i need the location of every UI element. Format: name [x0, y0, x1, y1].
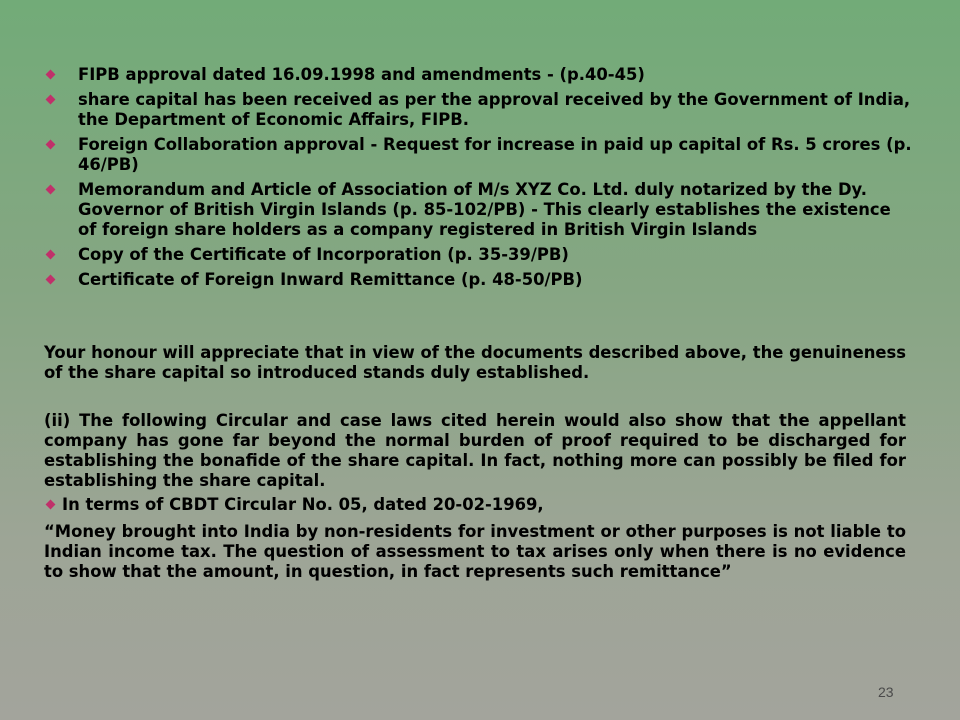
- list-item-text: FIPB approval dated 16.09.1998 and amendments - (p.40-45): [78, 65, 645, 84]
- circular-bullet-item: [44, 495, 906, 515]
- list-item-text: Certificate of Foreign Inward Remittance (p. 48-50/PB): [78, 270, 583, 289]
- diamond-bullet-icon: [46, 70, 56, 80]
- list-item-text: Copy of the Certificate of Incorporation (p. 35-39/PB): [78, 245, 569, 264]
- list-item: [44, 245, 914, 265]
- list-item-text: Memorandum and Article of Association of M/s XYZ Co. Ltd. duly notarized by the Dy. Governor of British Virgin Islands (p. 85-102/PB) - This clearly establishes the existence of foreign share holders as a company registered in British Virgin Islands: [78, 180, 891, 239]
- diamond-bullet-icon: [46, 500, 56, 510]
- circular-intro-paragraph: (ii) The following Circular and case laws cited herein would also show that the appellant company has gone far beyond the normal burden of proof required to be discharged for establishing the bonafide of the share capital. In fact, nothing more can possibly be filed for establishing the share capital.: [44, 411, 906, 490]
- circular-quote: “Money brought into India by non-residents for investment or other purposes is not liable to Indian income tax. The question of assessment to tax arises only when there is no evidence to show that the amount, in question, in fact represents such remittance”: [44, 522, 906, 581]
- list-item: [44, 270, 914, 290]
- list-item: [44, 135, 914, 175]
- list-item: [44, 90, 914, 130]
- conclusion-paragraph: Your honour will appreciate that in view of the documents described above, the genuineness of the share capital so introduced stands duly established.: [44, 343, 906, 382]
- diamond-bullet-icon: [46, 250, 56, 260]
- diamond-bullet-icon: [46, 275, 56, 285]
- diamond-bullet-icon: [46, 140, 56, 150]
- list-item-text: Foreign Collaboration approval - Request for increase in paid up capital of Rs. 5 crores (p. 46/PB): [78, 135, 912, 174]
- page-number: 23: [878, 684, 894, 700]
- document-list: [44, 65, 914, 295]
- circular-bullet-text: In terms of CBDT Circular No. 05, dated 20-02-1969,: [62, 495, 544, 514]
- diamond-bullet-icon: [46, 185, 56, 195]
- list-item-text: share capital has been received as per the approval received by the Government of India, the Department of Economic Affairs, FIPB.: [78, 90, 911, 129]
- list-item: [44, 65, 914, 85]
- diamond-bullet-icon: [46, 95, 56, 105]
- list-item: [44, 180, 914, 240]
